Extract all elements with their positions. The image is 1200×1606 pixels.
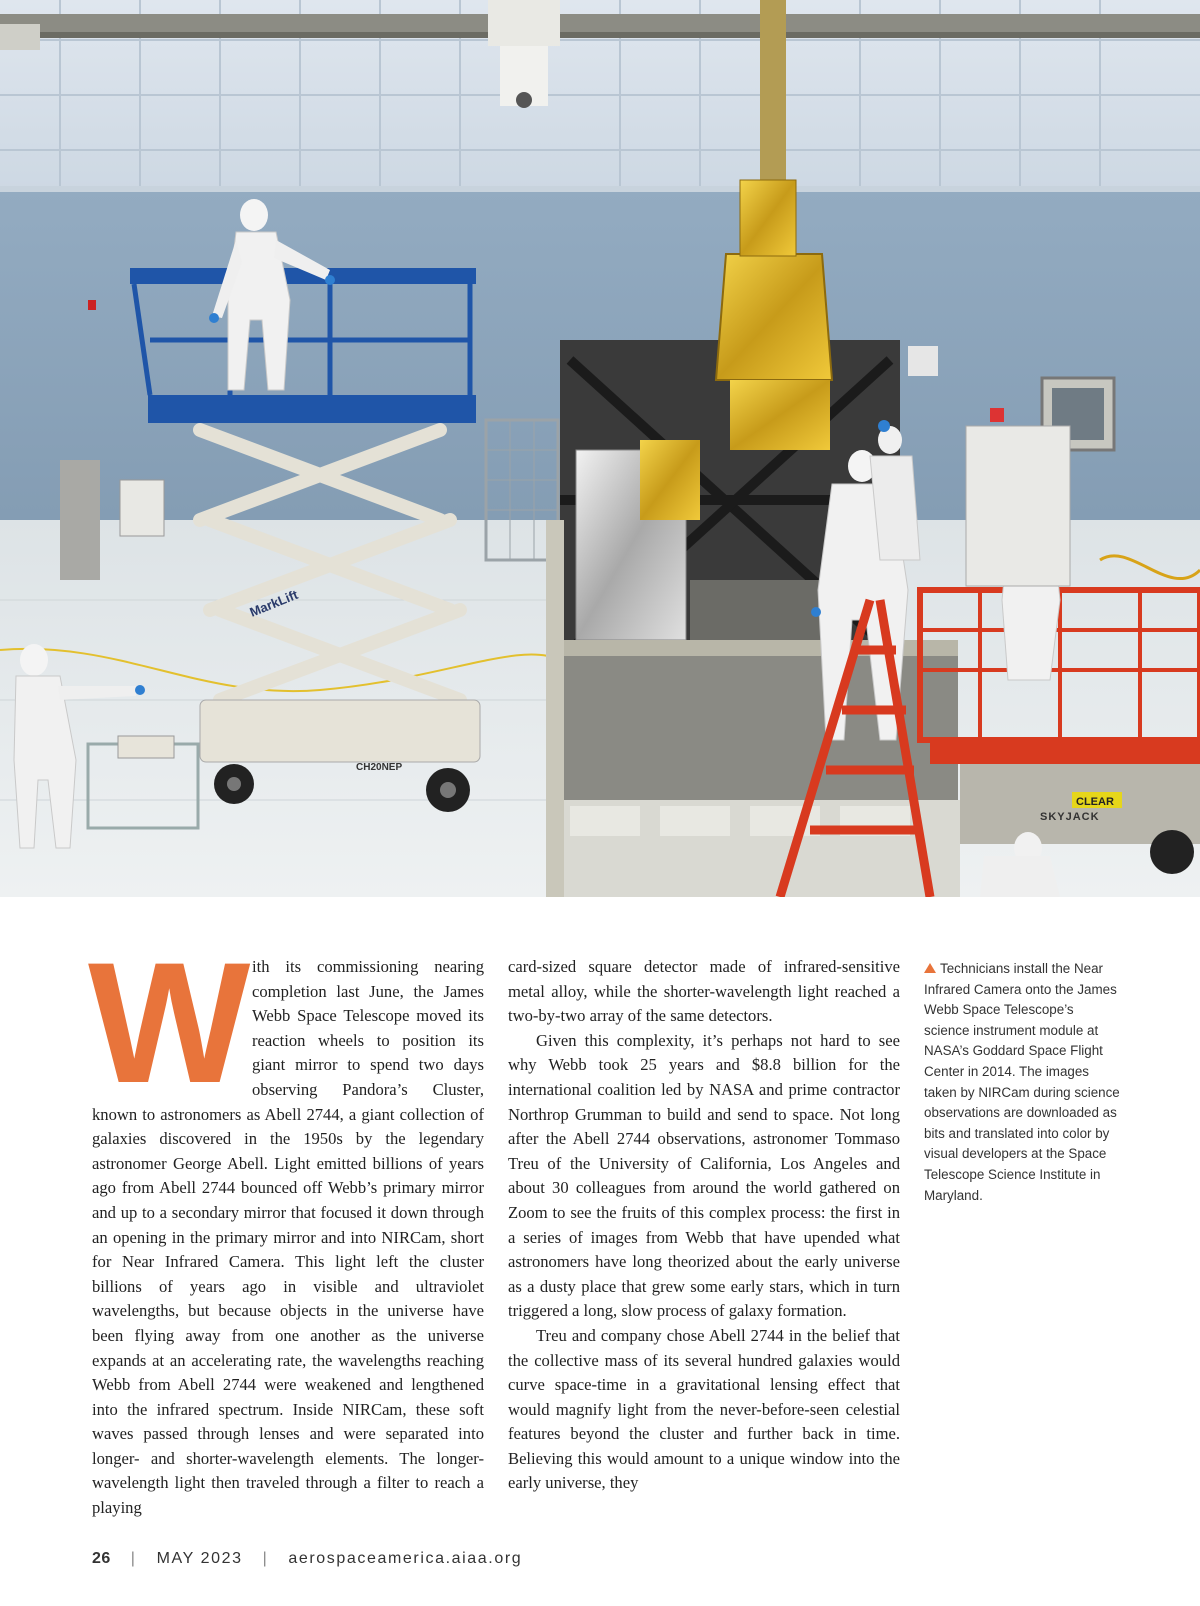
caption-triangle-icon: [924, 963, 936, 973]
page-footer: [92, 1550, 522, 1568]
article-column-1: [88, 927, 484, 1521]
clear-label: CLEAR: [1076, 796, 1114, 808]
caption-text: Technicians install the Near Infrared Camera onto the James Webb Space Telescope’s science instrument module at NASA’s Goddard Space Flight Center in 2014. The images taken by NIRCam during science observations are downloaded as bits and translated into color by visual developers at the Space Telescope Science Institute in Maryland.: [924, 961, 1120, 1203]
lift-brand-label: MarkLift: [247, 586, 301, 620]
photo-caption: [924, 959, 1120, 1206]
article-paragraph-1: ith its commissioning nearing completion last June, the James Webb Space Telescope moved its reaction wheels to position its giant mirror to spend two days observing Pandora’s Cluster, known to astronomers as Abell 2744, a giant collection of galaxies discovered in the 1950s by the legendary astronomer George Abell. Light emitted billions of years ago from Abell 2744 bounced off Webb’s primary mirror and up to a secondary mirror that focused it down through an opening in the primary mirror and into NIRCam, short for Near Infrared Camera. This light left the cluster billions of years ago in visible and ultraviolet wavelengths, but because objects in the universe have been flying away from one another as the universe expands at an accelerating rate, the wavelengths reaching Webb from Abell 2744 were weakened and lengthened into the infrared spectrum. Inside NIRCam, these soft waves passed through lenses and were separated into longer- and shorter-wavelength elements. The longer-wavelength light then traveled through a filter to reach a playing: [92, 957, 484, 1518]
skyjack-label: SKYJACK: [1040, 811, 1100, 823]
drop-cap: W: [88, 927, 245, 1119]
footer-separator-2: |: [262, 1550, 269, 1567]
site-url[interactable]: aerospaceamerica.aiaa.org: [288, 1550, 523, 1567]
page-number: 26: [92, 1550, 111, 1567]
article-column-2: [508, 955, 900, 1496]
article-paragraph-3: Treu and company chose Abell 2744 in the belief that the collective mass of its several hundred galaxies would curve space-time in a gravitational lensing effect that would magnify light from the never-before-seen celestial features beyond the cluster and further back in time. Believing this would amount to a unique window into the early universe, they: [508, 1325, 900, 1493]
footer-separator: |: [130, 1550, 137, 1567]
lift-model-label: CH20NEP: [356, 762, 403, 773]
article-paragraph-continued: card-sized square detector made of infrared-sensitive metal alloy, while the shorter-wavelength light reached a two-by-two array of the same detectors.: [508, 957, 900, 1026]
article-paragraph-2: Given this complexity, it’s perhaps not hard to see why Webb took 25 years and $8.8 billion for the international coalition led by NASA and prime contractor Northrop Grumman to build and send to space. Not long after the Abell 2744 observations, astronomer Tommaso Treu of the University of California, Los Angeles and about 30 colleagues from around the world gathered on Zoom to see the fruits of this complex process: the first in a series of images from Webb that have upended what astronomers have long theorized about the early universe as a dusty place that grew some early stars, which in turn triggered a long, slow process of galaxy formation.: [508, 1030, 900, 1321]
issue-date: MAY 2023: [156, 1550, 243, 1567]
